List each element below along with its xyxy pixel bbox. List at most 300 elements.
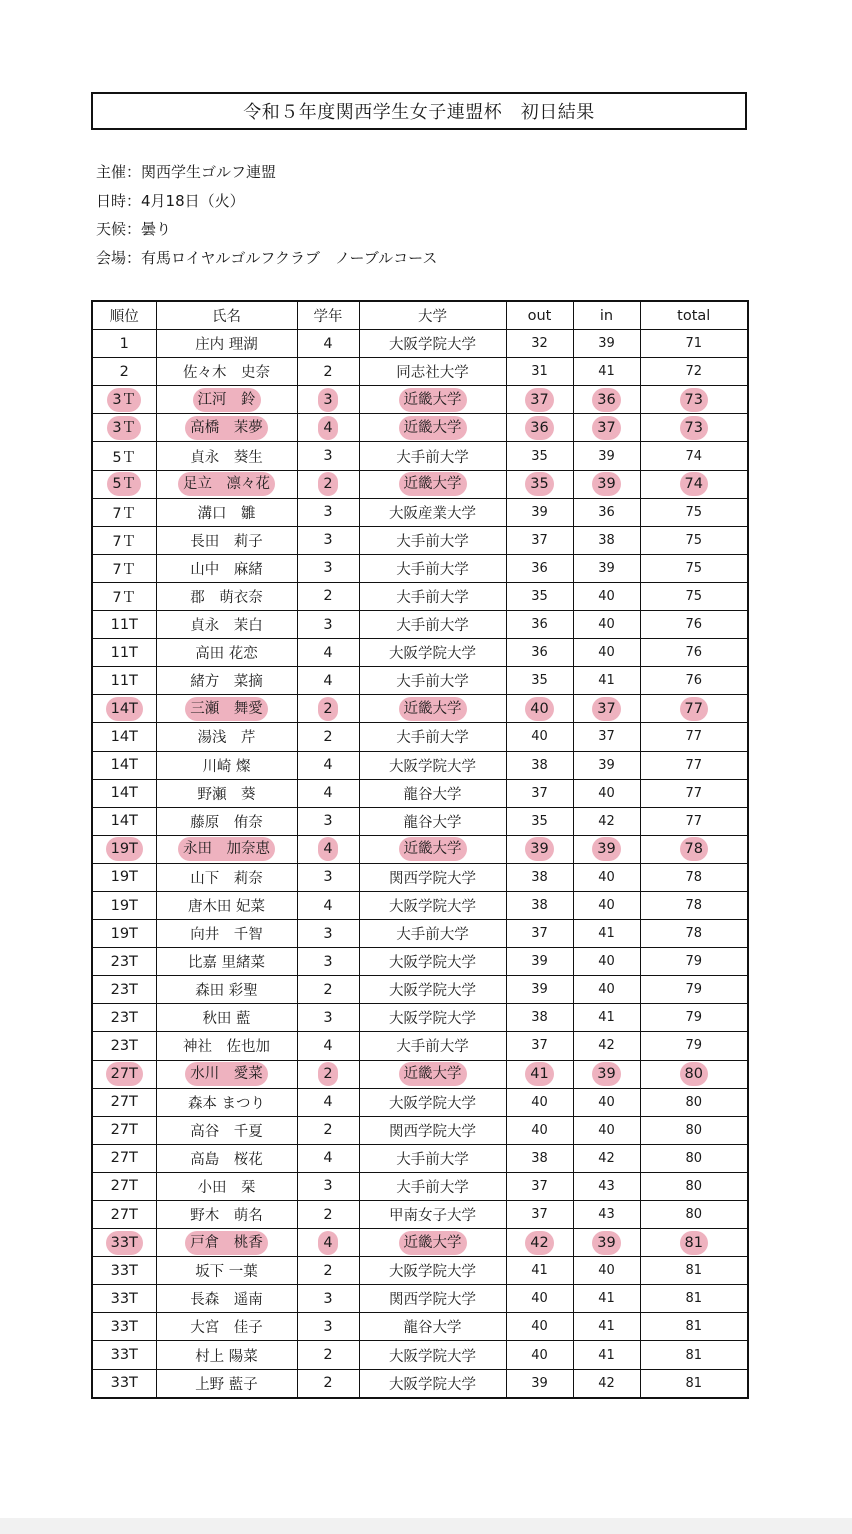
cell-in-text: 40 — [598, 617, 615, 633]
cell-grade — [297, 1257, 359, 1285]
cell-out — [506, 1369, 573, 1398]
cell-in — [573, 1116, 640, 1144]
cell-out-text: 38 — [531, 1010, 548, 1026]
table-row — [92, 863, 748, 891]
cell-in — [573, 751, 640, 779]
cell-rank — [92, 526, 156, 554]
cell-out-text: 36 — [531, 617, 548, 633]
cell-name-text: 郡 萌衣奈 — [190, 589, 263, 606]
cell-university-text: 甲南女子大学 — [389, 1208, 476, 1225]
cell-university-text: 近畿大学 — [399, 416, 467, 440]
cell-rank — [92, 751, 156, 779]
cell-total — [640, 414, 748, 442]
cell-in-text: 42 — [598, 1038, 615, 1054]
cell-out-text: 38 — [531, 869, 548, 885]
cell-university-text: 大手前大学 — [396, 1151, 469, 1168]
cell-in — [573, 639, 640, 667]
table-row — [92, 1201, 748, 1229]
cell-in-text: 42 — [598, 1150, 615, 1166]
cell-grade-text: 4 — [323, 757, 333, 774]
cell-rank-text: 33T — [106, 1231, 143, 1255]
info-date: 日時：4月18日（火） — [96, 191, 245, 210]
cell-rank — [92, 1032, 156, 1060]
cell-rank-text: 14T — [110, 785, 138, 802]
cell-out — [506, 1172, 573, 1200]
cell-name-text: 野瀬 葵 — [197, 786, 256, 803]
cell-in — [573, 779, 640, 807]
cell-rank-text: 1 — [119, 335, 129, 352]
cell-total-text: 81 — [685, 1291, 703, 1307]
cell-university-text: 近畿大学 — [399, 1231, 467, 1255]
cell-out — [506, 1229, 573, 1257]
cell-in-text: 42 — [598, 1375, 615, 1391]
table-row — [92, 386, 748, 414]
cell-grade — [297, 1341, 359, 1369]
cell-in-text: 39 — [592, 1062, 620, 1086]
cell-out — [506, 1116, 573, 1144]
cell-grade-text: 3 — [323, 560, 333, 577]
cell-name-text: 森田 彩聖 — [195, 983, 258, 1000]
cell-out-text: 40 — [531, 1319, 548, 1335]
cell-grade-text: 4 — [323, 1037, 333, 1054]
cell-grade-text: 2 — [323, 363, 333, 380]
cell-in — [573, 582, 640, 610]
cell-grade-text: 4 — [323, 335, 333, 352]
cell-university — [359, 1285, 506, 1313]
cell-rank — [92, 891, 156, 919]
cell-total-text: 80 — [685, 1094, 703, 1110]
table-row — [92, 1257, 748, 1285]
info-weather: 天候：曇り — [96, 220, 172, 238]
table-row — [92, 948, 748, 976]
cell-in — [573, 554, 640, 582]
col-header-name: 氏名 — [156, 301, 297, 330]
cell-total-text: 77 — [685, 757, 703, 773]
cell-in-text: 41 — [598, 364, 615, 380]
cell-name — [156, 1004, 297, 1032]
cell-grade — [297, 695, 359, 723]
cell-out-text: 36 — [531, 560, 548, 576]
results-table — [91, 300, 749, 1399]
cell-out — [506, 1257, 573, 1285]
cell-rank — [92, 1313, 156, 1341]
cell-in-text: 40 — [598, 1263, 615, 1279]
cell-rank — [92, 442, 156, 470]
cell-name-text: 上野 藍子 — [195, 1376, 258, 1393]
cell-total — [640, 554, 748, 582]
table-row — [92, 1088, 748, 1116]
cell-total — [640, 779, 748, 807]
cell-total-text: 72 — [685, 364, 703, 380]
cell-out — [506, 891, 573, 919]
table-row — [92, 414, 748, 442]
table-row — [92, 891, 748, 919]
cell-grade — [297, 554, 359, 582]
cell-in-text: 38 — [598, 532, 615, 548]
cell-rank — [92, 1060, 156, 1088]
cell-total — [640, 667, 748, 695]
cell-rank-text: 23T — [110, 1009, 138, 1026]
cell-university — [359, 807, 506, 835]
cell-grade — [297, 639, 359, 667]
cell-name — [156, 835, 297, 863]
cell-university-text: 龍谷大学 — [403, 814, 462, 831]
cell-out — [506, 1060, 573, 1088]
cell-grade — [297, 1032, 359, 1060]
cell-grade-text: 3 — [323, 1318, 333, 1335]
table-row — [92, 526, 748, 554]
cell-in-text: 39 — [592, 472, 620, 496]
cell-grade-text: 2 — [318, 1062, 337, 1086]
cell-name — [156, 1116, 297, 1144]
cell-total-text: 77 — [685, 813, 703, 829]
cell-university — [359, 1144, 506, 1172]
cell-grade-text: 2 — [323, 728, 333, 745]
cell-name — [156, 723, 297, 751]
cell-out-text: 40 — [525, 697, 553, 721]
cell-grade-text: 4 — [323, 644, 333, 661]
cell-university-text: 大阪学院大学 — [389, 1011, 476, 1028]
cell-total — [640, 386, 748, 414]
cell-grade — [297, 920, 359, 948]
table-row — [92, 1060, 748, 1088]
cell-name-text: 唐木田 妃菜 — [187, 899, 266, 916]
cell-name-text: 貞永 茉白 — [190, 618, 263, 635]
cell-in-text: 39 — [598, 448, 615, 464]
cell-in-text: 41 — [598, 1291, 615, 1307]
cell-name — [156, 807, 297, 835]
cell-name-text: 佐々木 史奈 — [183, 365, 270, 382]
cell-in-text: 40 — [598, 1122, 615, 1138]
cell-grade — [297, 723, 359, 751]
cell-out-text: 37 — [531, 1038, 548, 1054]
cell-rank — [92, 667, 156, 695]
cell-grade — [297, 863, 359, 891]
cell-in — [573, 498, 640, 526]
cell-grade-text: 4 — [318, 837, 337, 861]
cell-rank-text: 33T — [110, 1318, 138, 1335]
cell-grade-text: 2 — [323, 1347, 333, 1364]
cell-university — [359, 751, 506, 779]
cell-university — [359, 526, 506, 554]
cell-total — [640, 695, 748, 723]
cell-university-text: 大手前大学 — [396, 1039, 469, 1056]
cell-university-text: 近畿大学 — [399, 472, 467, 496]
cell-in-text: 36 — [598, 504, 615, 520]
cell-rank — [92, 414, 156, 442]
cell-university — [359, 414, 506, 442]
cell-grade — [297, 1060, 359, 1088]
cell-university — [359, 948, 506, 976]
cell-rank-text: 11T — [110, 672, 138, 689]
cell-name — [156, 554, 297, 582]
cell-grade-text: 4 — [318, 416, 337, 440]
table-row — [92, 1172, 748, 1200]
cell-name — [156, 948, 297, 976]
cell-rank-text: 27T — [110, 1150, 138, 1167]
cell-name-text: 江河 鈴 — [193, 388, 261, 412]
cell-total — [640, 976, 748, 1004]
cell-name — [156, 1060, 297, 1088]
cell-name-text: 永田 加奈恵 — [178, 837, 275, 861]
cell-in — [573, 1144, 640, 1172]
cell-name — [156, 1369, 297, 1398]
cell-out — [506, 807, 573, 835]
cell-grade-text: 3 — [323, 616, 333, 633]
cell-university — [359, 1004, 506, 1032]
cell-name — [156, 330, 297, 358]
table-row — [92, 807, 748, 835]
cell-in-text: 42 — [598, 813, 615, 829]
cell-name-text: 長森 遥南 — [190, 1292, 263, 1309]
cell-total-text: 75 — [685, 588, 703, 604]
cell-grade-text: 4 — [323, 1094, 333, 1111]
cell-grade — [297, 1369, 359, 1398]
cell-rank — [92, 863, 156, 891]
cell-university — [359, 920, 506, 948]
cell-in-text: 40 — [598, 1094, 615, 1110]
cell-total — [640, 863, 748, 891]
cell-grade — [297, 779, 359, 807]
cell-out-text: 37 — [531, 532, 548, 548]
cell-out-text: 41 — [525, 1062, 553, 1086]
cell-out — [506, 723, 573, 751]
cell-out — [506, 920, 573, 948]
cell-grade-text: 3 — [323, 532, 333, 549]
cell-total — [640, 611, 748, 639]
cell-in — [573, 526, 640, 554]
cell-name — [156, 695, 297, 723]
cell-rank — [92, 835, 156, 863]
cell-in-text: 39 — [598, 757, 615, 773]
cell-rank-text: 33T — [110, 1262, 138, 1279]
cell-grade — [297, 1313, 359, 1341]
cell-grade — [297, 582, 359, 610]
cell-in-text: 40 — [598, 645, 615, 661]
cell-in — [573, 330, 640, 358]
cell-grade — [297, 1172, 359, 1200]
col-header-out: out — [506, 301, 573, 330]
cell-out — [506, 1285, 573, 1313]
cell-in-text: 39 — [592, 1231, 620, 1255]
cell-in-text: 40 — [598, 588, 615, 604]
cell-total-text: 79 — [685, 954, 703, 970]
cell-rank-text: 14T — [110, 757, 138, 774]
cell-rank-text: 3Ｔ — [107, 388, 141, 412]
cell-out-text: 39 — [531, 504, 548, 520]
cell-name-text: 比嘉 里緒菜 — [187, 955, 266, 972]
cell-name-text: 小田 栞 — [197, 1179, 256, 1196]
table-row — [92, 1369, 748, 1398]
cell-name-text: 長田 莉子 — [190, 533, 263, 550]
cell-rank-text: 7Ｔ — [112, 589, 137, 606]
cell-university-text: 大阪学院大学 — [389, 983, 476, 1000]
cell-total-text: 78 — [685, 869, 703, 885]
cell-name-text: 戸倉 桃香 — [185, 1231, 268, 1255]
cell-university-text: 大阪学院大学 — [389, 1376, 476, 1393]
bottom-edge — [0, 1518, 852, 1534]
cell-total-text: 78 — [680, 837, 708, 861]
cell-rank-text: 19T — [106, 837, 143, 861]
cell-rank — [92, 330, 156, 358]
cell-grade — [297, 1201, 359, 1229]
cell-total-text: 77 — [685, 785, 703, 801]
cell-in — [573, 442, 640, 470]
cell-rank-text: 19T — [110, 897, 138, 914]
cell-grade-text: 3 — [323, 1178, 333, 1195]
cell-total-text: 81 — [685, 1375, 703, 1391]
cell-university — [359, 582, 506, 610]
cell-grade-text: 3 — [323, 448, 333, 465]
cell-total — [640, 470, 748, 498]
cell-rank-text: 27T — [110, 1206, 138, 1223]
cell-university-text: 大手前大学 — [396, 449, 469, 466]
cell-total-text: 78 — [685, 926, 703, 942]
cell-grade-text: 2 — [323, 1262, 333, 1279]
cell-rank — [92, 779, 156, 807]
cell-university — [359, 976, 506, 1004]
cell-out-text: 38 — [531, 1150, 548, 1166]
cell-total — [640, 1172, 748, 1200]
cell-name — [156, 442, 297, 470]
cell-rank-text: 27T — [110, 1178, 138, 1195]
cell-in-text: 39 — [598, 336, 615, 352]
cell-name — [156, 863, 297, 891]
cell-total — [640, 1201, 748, 1229]
cell-out-text: 41 — [531, 1263, 548, 1279]
cell-name — [156, 639, 297, 667]
cell-university — [359, 1229, 506, 1257]
cell-total-text: 79 — [685, 1038, 703, 1054]
cell-in — [573, 1172, 640, 1200]
cell-name-text: 山中 麻緒 — [190, 561, 263, 578]
cell-out — [506, 1088, 573, 1116]
cell-university — [359, 1116, 506, 1144]
cell-total — [640, 1116, 748, 1144]
cell-rank — [92, 554, 156, 582]
cell-rank — [92, 1116, 156, 1144]
cell-total-text: 80 — [685, 1178, 703, 1194]
cell-grade — [297, 358, 359, 386]
cell-in — [573, 1229, 640, 1257]
cell-name — [156, 611, 297, 639]
cell-out-text: 35 — [531, 448, 548, 464]
cell-total-text: 74 — [685, 448, 703, 464]
cell-university — [359, 554, 506, 582]
cell-grade-text: 3 — [323, 1290, 333, 1307]
cell-in-text: 41 — [598, 1319, 615, 1335]
cell-name — [156, 1172, 297, 1200]
cell-grade-text: 3 — [323, 925, 333, 942]
cell-out — [506, 976, 573, 1004]
cell-university-text: 大手前大学 — [396, 561, 469, 578]
cell-grade-text: 4 — [323, 785, 333, 802]
cell-out — [506, 386, 573, 414]
cell-total-text: 78 — [685, 898, 703, 914]
cell-name — [156, 1201, 297, 1229]
cell-university — [359, 723, 506, 751]
cell-university-text: 大阪学院大学 — [389, 1095, 476, 1112]
cell-in — [573, 835, 640, 863]
cell-out — [506, 442, 573, 470]
cell-total — [640, 442, 748, 470]
cell-name-text: 山下 莉奈 — [190, 870, 263, 887]
col-header-in: in — [573, 301, 640, 330]
cell-name — [156, 920, 297, 948]
cell-rank-text: 7Ｔ — [112, 505, 137, 522]
cell-rank — [92, 582, 156, 610]
cell-rank — [92, 611, 156, 639]
cell-rank — [92, 1285, 156, 1313]
cell-university — [359, 639, 506, 667]
cell-total-text: 81 — [685, 1347, 703, 1363]
cell-out-text: 42 — [525, 1231, 553, 1255]
cell-university — [359, 1172, 506, 1200]
cell-grade — [297, 526, 359, 554]
cell-in-text: 40 — [598, 954, 615, 970]
cell-in — [573, 1201, 640, 1229]
cell-grade — [297, 1144, 359, 1172]
cell-total-text: 81 — [680, 1231, 708, 1255]
cell-university-text: 同志社大学 — [396, 365, 469, 382]
cell-total-text: 71 — [685, 336, 703, 352]
cell-university-text: 大手前大学 — [396, 1179, 469, 1196]
cell-grade — [297, 835, 359, 863]
cell-rank-text: 2 — [119, 363, 129, 380]
cell-university — [359, 611, 506, 639]
cell-out — [506, 948, 573, 976]
cell-rank — [92, 1229, 156, 1257]
cell-rank-text: 27T — [110, 1122, 138, 1139]
cell-rank — [92, 470, 156, 498]
cell-name-text: 向井 千智 — [190, 927, 263, 944]
cell-university — [359, 835, 506, 863]
cell-in — [573, 611, 640, 639]
cell-out-text: 37 — [531, 785, 548, 801]
cell-out-text: 35 — [531, 813, 548, 829]
cell-rank — [92, 358, 156, 386]
cell-name-text: 大宮 佳子 — [190, 1320, 263, 1337]
cell-in-text: 40 — [598, 982, 615, 998]
cell-university-text: 関西学院大学 — [389, 1292, 476, 1309]
cell-name-text: 高橋 茉夢 — [185, 416, 268, 440]
cell-grade — [297, 470, 359, 498]
cell-out-text: 38 — [531, 757, 548, 773]
cell-grade — [297, 1004, 359, 1032]
cell-university-text: 大手前大学 — [396, 589, 469, 606]
cell-name — [156, 751, 297, 779]
cell-university-text: 近畿大学 — [399, 388, 467, 412]
cell-total-text: 76 — [685, 673, 703, 689]
cell-name — [156, 1032, 297, 1060]
cell-name — [156, 976, 297, 1004]
cell-university — [359, 358, 506, 386]
cell-university — [359, 891, 506, 919]
cell-out-text: 37 — [525, 388, 553, 412]
cell-university — [359, 863, 506, 891]
cell-name-text: 藤原 侑奈 — [190, 814, 263, 831]
cell-in-text: 36 — [592, 388, 620, 412]
cell-name — [156, 1229, 297, 1257]
cell-out — [506, 1313, 573, 1341]
cell-in — [573, 891, 640, 919]
info-organizer: 主催：関西学生ゴルフ連盟 — [96, 163, 277, 181]
cell-in — [573, 948, 640, 976]
cell-in — [573, 1060, 640, 1088]
cell-grade — [297, 976, 359, 1004]
cell-total-text: 76 — [685, 645, 703, 661]
cell-grade — [297, 948, 359, 976]
